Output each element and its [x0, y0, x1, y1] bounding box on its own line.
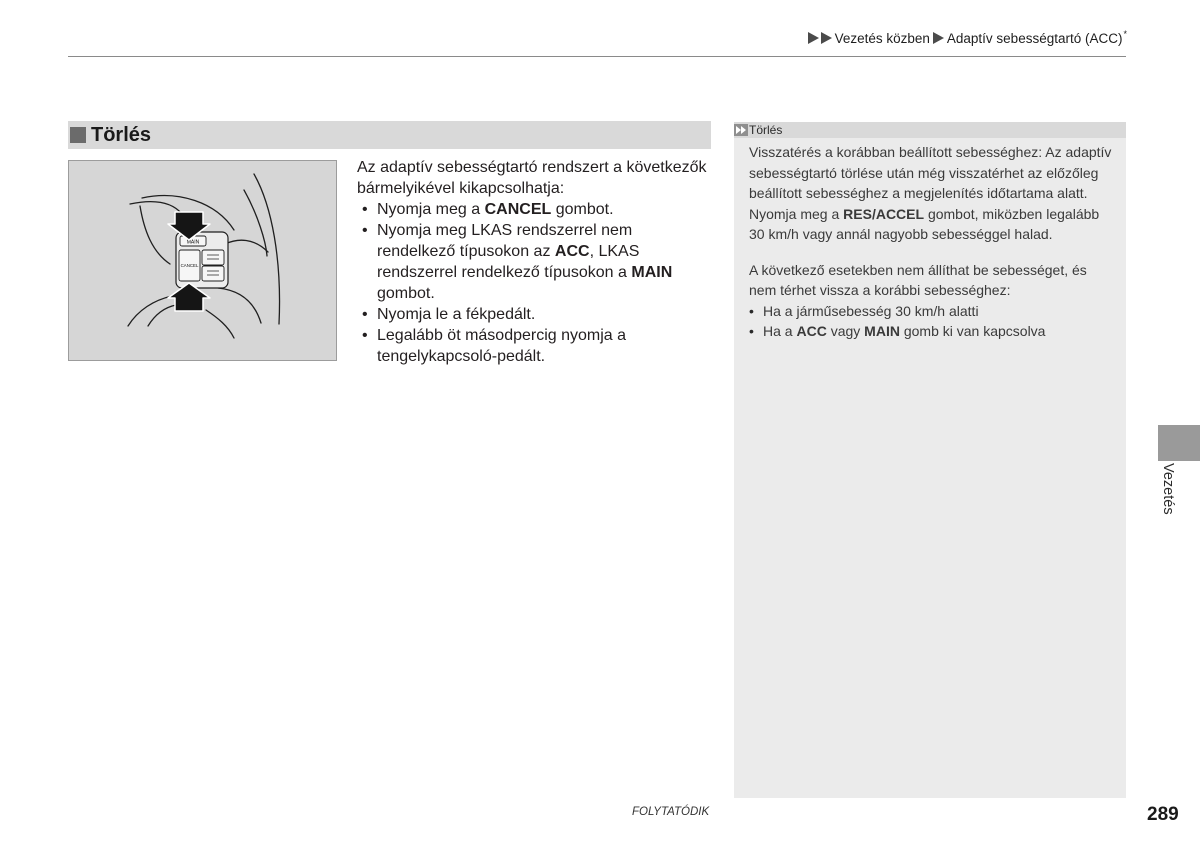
chapter-tab	[1158, 425, 1200, 461]
chapter-tab-label: Vezetés	[1160, 463, 1176, 515]
main-button-label: MAIN	[186, 239, 200, 246]
double-chevron-icon	[734, 124, 748, 136]
sidebar-list	[749, 301, 1121, 342]
button-name: MAIN	[631, 264, 673, 281]
body-text	[357, 157, 717, 367]
button-name: ACC	[796, 323, 827, 339]
square-bullet-icon	[70, 127, 86, 143]
cancel-methods-list	[357, 199, 717, 367]
list-item-text: Ha a járműsebesség 30 km/h alatti	[763, 302, 979, 319]
paragraph-text: Visszatérés a korábban beállított sebességhez: Az adaptív sebességtartó törlése után még visszatérhet az előzőleg beállított sebességhez a megjelenítés időtartama alatt. Nyomja meg a	[749, 144, 1112, 222]
button-name: ACC	[554, 243, 590, 260]
steering-wheel-buttons-illustration	[68, 160, 337, 361]
section-heading-bar	[68, 121, 711, 149]
res-accel-button	[202, 250, 224, 265]
list-item-text: Nyomja le a fékpedált.	[377, 306, 536, 323]
footnote-mark: *	[1123, 29, 1127, 39]
list-item	[357, 220, 717, 304]
triangle-right-icon	[821, 32, 832, 44]
breadcrumb-item-topic: Adaptív sebességtartó (ACC)	[946, 31, 1123, 46]
sidebar-paragraph	[749, 142, 1121, 245]
button-name: RES/ACCEL	[843, 205, 925, 222]
sidebar-note	[734, 122, 1126, 798]
list-item-text: Nyomja meg a	[377, 201, 485, 218]
triangle-right-icon	[933, 32, 944, 44]
paragraph-text: gombot, miközben legalább 30 km/h vagy annál nagyobb sebességgel halad.	[749, 205, 1100, 242]
set-decel-button	[202, 266, 224, 281]
button-name: CANCEL	[484, 201, 552, 218]
cancel-button-label: CANCEL	[180, 263, 199, 268]
list-item-text: vagy	[826, 323, 865, 339]
list-item-text: gombot.	[551, 201, 614, 218]
sidebar-header	[734, 122, 1126, 138]
list-item	[357, 304, 717, 325]
continued-label: FOLYTATÓDIK	[632, 806, 710, 818]
breadcrumb	[808, 25, 1127, 48]
list-item-text: , LKAS rendszerrel rendelkező típusokon a	[377, 243, 640, 281]
list-item	[357, 199, 717, 220]
list-item	[749, 321, 1121, 342]
list-item-text: Ha a	[763, 323, 797, 339]
intro-paragraph: Az adaptív sebességtartó rendszert a következők bármelyikével kikapcsolhatja:	[357, 159, 707, 197]
list-item	[749, 301, 1121, 322]
header-rule	[68, 56, 1126, 57]
sidebar-paragraph: A következő esetekben nem állíthat be sebességet, és nem térhet vissza a korábbi sebességhez:	[749, 261, 1087, 298]
list-item-text: Legalább öt másodpercig nyomja a tengelykapcsoló-pedált.	[377, 327, 627, 365]
sidebar-title: Törlés	[749, 123, 783, 137]
list-item-text: gombot.	[377, 285, 435, 302]
list-item	[357, 325, 717, 367]
triangle-right-icon	[808, 32, 819, 44]
list-item-text: Nyomja meg LKAS rendszerrel nem rendelkező típusokon az	[377, 222, 633, 260]
button-name: MAIN	[864, 323, 900, 339]
page-number: 289	[1147, 804, 1179, 825]
breadcrumb-item-chapter: Vezetés közben	[834, 31, 930, 46]
section-title: Törlés	[91, 124, 152, 146]
list-item-text: gomb ki van kapcsolva	[899, 323, 1046, 339]
sidebar-text	[749, 142, 1121, 342]
